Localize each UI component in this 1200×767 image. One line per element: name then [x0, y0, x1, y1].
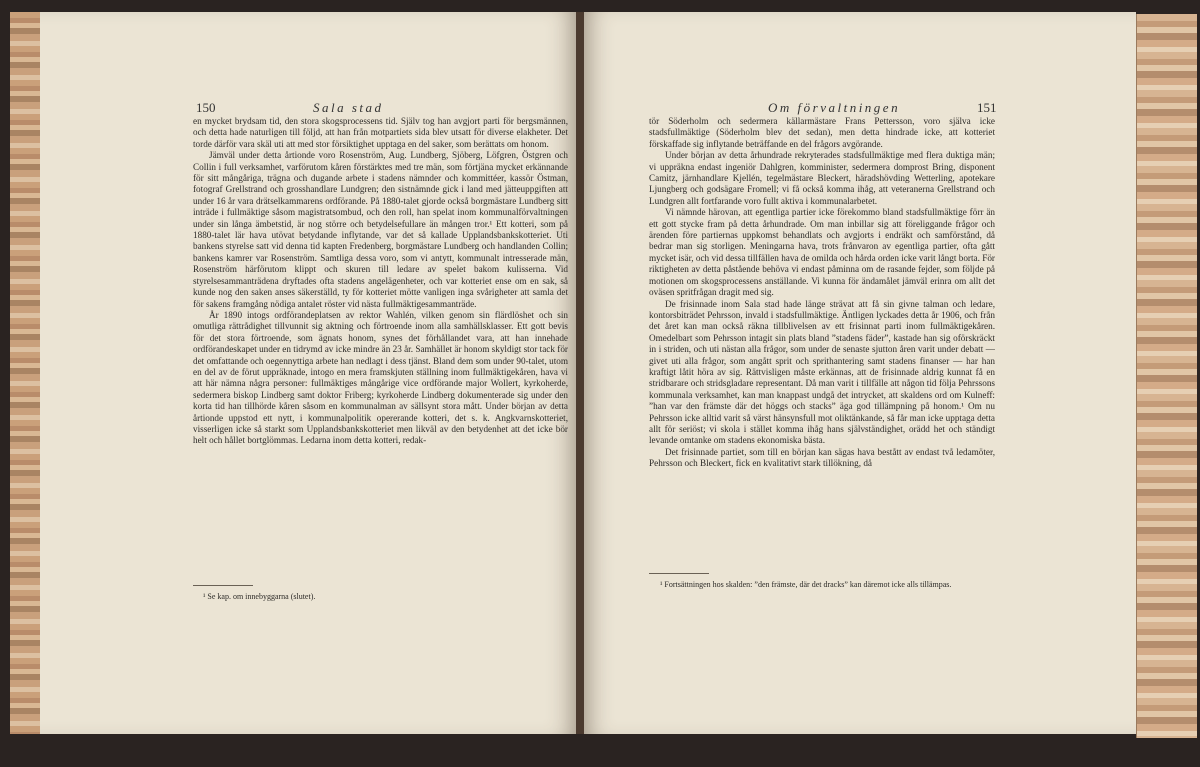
paragraph: en mycket brydsam tid, den stora skogsprocessens tid. Själv tog han avgjort parti för bergsmännen, och detta hade naturligen till följd, att han från motpartiets sida blev utsatt för diverse elakheter. Det torde därför vara skäl uti att med stor försiktighet upptaga en del saker, som berättats om honom. — [193, 116, 568, 149]
body-text — [193, 116, 568, 447]
running-head: Om förvaltningen — [768, 100, 901, 115]
paragraph: År 1890 intogs ordförandeplatsen av rektor Wahlén, vilken genom sin flärdlöshet och sin omutliga rättrådighet tillvunnit sig aktning och förtroende inom alla samhällsklasser. Ett gott bevis för det stora förtroende, som ägnats honom, synes det förhållandet vara, att han innehade ordförandeskapet under en tidrymd av icke mindre än 23 år. Samhället är honom skyldigt stor tack för det omfattande och oegennyttiga arbete han nedlagt i dess tjänst. Bland dem som under 90-talet, utom en del av de förut uppräknade, intogo en mera framskjuten ställning inom fullmäktigekåren, hava vi att här nämna några personer: fullmäktiges mångårige vice ordförande major Wollert, kyrkoherde, sedermera biskop Lindberg samt doktor Friberg; kyrkoherde Lindberg dokumenterade sig under den korta tid han tillhörde kåren såsom en kommunalman av sällsynt stora mått. Under början av detta årtionde uppstod ett nytt, i kommunalpolitik opererande kotteri, det s. k. Angkvarnskotteriet, visserligen icke så starkt som Upplandsbankskotteriet men likväl av den betydenhet att det icke bör helt och hållet bortglömmas. Ledarna inom detta kotteri, redak- — [193, 309, 568, 446]
right-page — [584, 12, 1136, 734]
running-head: Sala stad — [313, 100, 384, 115]
body-text — [649, 116, 995, 470]
book-gutter — [576, 12, 584, 734]
paragraph: Jämväl under detta årtionde voro Rosenström, Aug. Lundberg, Sjöberg, Löfgren, Östgren och Collin i full verksamhet, varförutom kåren förstärktes med tre män, som förtjäna mycket erkännande för sitt mångåriga, trägna och dugande arbete i stadens nämnder och kommittéer, kassör Östman, fotograf Grellstrand och grosshandlare Lundgren; den sistnämnde gick i land med jätteuppgiften att under 16 år vara drätselkammarens ordförande. På 1880-talet gjorde också borgmästare Lundberg sitt inträde i fullmäktige såsom magistratsombud, och den roll, han spelat inom kommunalförvaltningen under sin långa ämbetstid, är nog större och betydelsefullare än mången tror.¹ Ett kotteri, som på 1880-talet lär hava utövat betydande inflytande, var det så kallade Upplandsbankskotteriet. Uti bankens styrelse satt vid denna tid kapten Fredenberg, borgmästare Lundberg och handlanden Collin; bankens kamrer var Rosenström. Samtliga dessa voro, som vi antytt, kommunalt intresserade män, Rosenström härförutom klippt och skuren till ledare av spelet bakom kulisserna. Vid styrelsesammanträdena dryftades ofta stadens angelägenheter, och var kotteriet ense om en sak, så kunde nog den saken anses säkerställd, ty för kotteriet mötte vanligen inga svårigheter att samla det för sakens framgång nödiga antalet röster vid nästa fullmäktigesammanträde. — [193, 150, 568, 309]
paragraph: Det frisinnade partiet, som till en början kan sägas hava bestått av endast två ledamöter, Pehrsson och Bleckert, fick en kvalitativt stark tillökning, då — [649, 446, 995, 469]
footnote-rule — [193, 585, 253, 586]
paragraph: De frisinnade inom Sala stad hade länge strävat att få sin givne talman och ledare, kontorsbiträdet Pehrsson, invald i stadsfullmäktige. Äntligen lyckades detta år 1906, och från det året kan man också räkna tillblivelsen av ett frisinnat parti inom fullmäktigekåren. Omedelbart som Pehrsson intagit sin plats bland ”stadens fäder”, kastade han sig oförskräckt in i striden, och uti nästan alla frågor, som under de senaste sjutton åren varit under debatt — givet uti alla frågor, som angått sprit och sprithantering samt stadens finanser — har han kraftigt låtit höra av sig. Rättvisligen måste erkännas, att de frisinnade aldrig kunnat få en stridbarare och stridsgladare representant. Då man varit i tillfälle att någon tid följa Pehrssons kommunala verksamhet, kan man knappast undgå det intrycket, att skaldens ord om Kulneff: ”han var den främste där det höggs och stacks” äga god tillämpning på honom.¹ Om nu Pehrsson icke alltid varit så värst hänsynsfull mot oliktänkande, så får man icke upptaga detta allt för seriöst; vi skola i stället komma ihåg hans självständighet, orädd het och ständigt levande omtanke om stadens ekonomiska bästa. — [649, 298, 995, 446]
page-number: 151 — [977, 100, 997, 115]
page-number: 150 — [196, 100, 216, 115]
left-page — [40, 12, 576, 734]
paragraph: Under början av detta århundrade rekryterades stadsfullmäktige med flera duktiga män; vi uppräkna endast ingeniör Dahlgren, komminister, sedermera domprost Bring, disponent Camitz, järnhandlare Kjellén, tegelmästare Bleckert, häradshövding Wetterling, apotekare Ljungberg och godsägare Fromell; vi få också komma ihåg, att veteranerna Grellstrand och Lundgren allt fortfarande voro fullt aktiva i kommunalarbetet. — [649, 150, 995, 206]
book-page-edges-right — [1136, 14, 1197, 738]
book-page-edges-left — [10, 12, 41, 734]
footnote: ¹ Se kap. om innebyggarna (slutet). — [203, 592, 316, 601]
footnote-rule — [649, 573, 709, 574]
paragraph: tör Söderholm och sedermera källarmästare Frans Pettersson, voro själva icke stadsfullmäktige (Söderholm blev det sedan), men detta hindrade icke, att kotteriet förskaffade sig inflytande beträffande en del frågors avgörande. — [649, 116, 995, 149]
footnote: ¹ Fortsättningen hos skalden: ”den främste, där det dracks” kan däremot icke alls tillämpas. — [660, 580, 952, 589]
paragraph: Vi nämnde härovan, att egentliga partier icke förekommo bland stadsfullmäktige förr än ett gott stycke fram på detta århundrade. Om man inbillar sig att föreliggande frågor och ärenden före partiernas uppkomst behandlats och avgjorts i endräkt och samförstånd, då bedrar man sig storligen. Meningarna hava, trots frånvaron av egentliga partier, ofta gått mycket isär, och vid dessa tillfällen hava de omilda och hårda orden icke varit långt borta. För riktigheten av detta påstående behöva vi endast påminna om de rasande fejder, som följde på motionen om skogsprocessens anställande. Vi kunna för ändamålet jämväl erinra om allt det oväsen spritfrågan dragit med sig. — [649, 207, 995, 298]
